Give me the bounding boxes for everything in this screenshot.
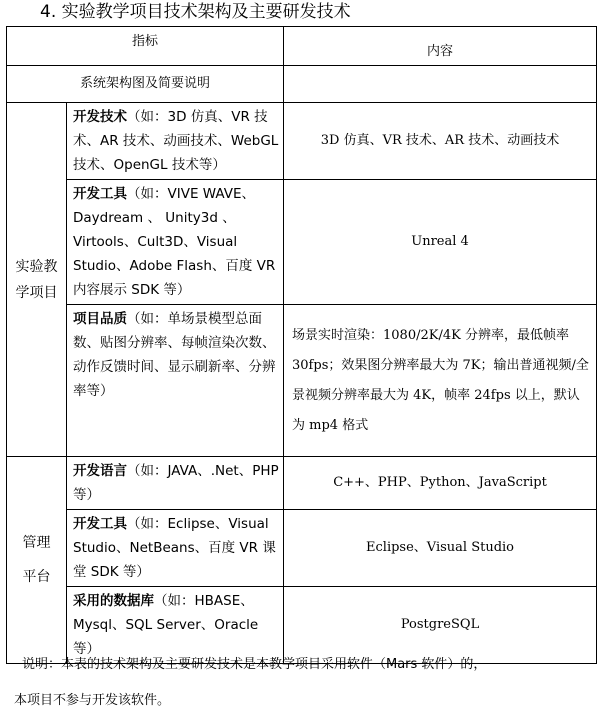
indicator-detail: （如：HBASE、Mysql、SQL Server、Oracle 等） (73, 593, 259, 657)
indicator-cell (67, 103, 284, 180)
indicator-label: 开发语言 (73, 463, 127, 479)
group-management-platform: 管理平台 (7, 457, 67, 664)
indicator-label: 开发工具 (73, 186, 127, 202)
note-text-continued: 本项目不参与开发该软件。 (14, 693, 171, 708)
note-text: 说明：本表的技术架构及主要研发技术是本教学项目采用软件（Mars 软件）的， (22, 657, 487, 672)
content-cell: Unreal 4 (284, 180, 597, 305)
indicator-detail: （如：3D 仿真、VR 技术、AR 技术、动画技术、WebGL 技术、OpenGL 技术等） (73, 109, 279, 173)
indicator-cell (67, 180, 284, 305)
indicator-detail: （如：Eclipse、Visual Studio、NetBeans、百度 VR 课堂 SDK 等） (73, 516, 276, 580)
indicator-label: 开发技术 (73, 109, 127, 125)
indicator-cell (67, 305, 284, 457)
group-experiment-project: 实验教学项目 (7, 103, 67, 457)
section-heading: 4. 实验教学项目技术架构及主要研发技术 (40, 2, 351, 22)
indicator-cell (67, 457, 284, 510)
header-indicator: 指标 (7, 27, 284, 66)
content-cell: Eclipse、Visual Studio (284, 510, 597, 587)
system-architecture-content (284, 66, 597, 103)
indicator-cell (67, 510, 284, 587)
header-content: 内容 (284, 27, 597, 66)
content-cell: 场景实时渲染：1080/2K/4K 分辨率，最低帧率 30fps；效果图分辨率最大为 7K；输出普通视频/全景视频分辨率最大为 4K，帧率 24fps 以上，默认为 mp4 格式 (284, 305, 597, 457)
content-cell: PostgreSQL (284, 587, 597, 664)
indicator-label: 开发工具 (73, 516, 127, 532)
indicator-label: 采用的数据库 (73, 593, 154, 609)
content-cell: 3D 仿真、VR 技术、AR 技术、动画技术 (284, 103, 597, 180)
content-cell: C++、PHP、Python、JavaScript (284, 457, 597, 510)
tech-architecture-table (6, 26, 597, 664)
indicator-detail: （如：单场景模型总面数、贴图分辨率、每帧渲染次数、动作反馈时间、显示刷新率、分辨率等） (73, 311, 276, 399)
system-architecture-label: 系统架构图及简要说明 (7, 66, 284, 103)
indicator-label: 项目品质 (73, 311, 127, 327)
indicator-cell (67, 587, 284, 664)
indicator-detail: （如：JAVA、.Net、PHP 等） (73, 463, 279, 503)
indicator-detail: （如：VIVE WAVE、Daydream 、 Unity3d 、Virtools、Cult3D、Visual Studio、Adobe Flash、百度 VR 内容展示 SDK 等） (73, 186, 276, 298)
